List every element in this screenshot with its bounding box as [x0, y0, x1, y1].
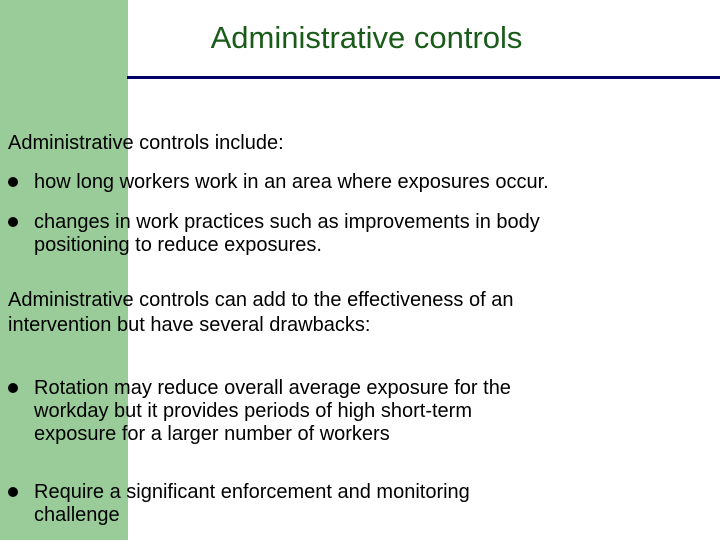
title-underline: [127, 76, 720, 79]
paragraph-line: intervention but have several drawbacks:: [8, 314, 371, 336]
bullet-line: exposure for a larger number of workers: [34, 423, 390, 445]
paragraph-line: Administrative controls can add to the effectiveness of an: [8, 289, 514, 311]
bullet-line: changes in work practices such as improvements in body: [34, 211, 540, 233]
drawbacks-paragraph: [8, 288, 513, 338]
bullet-dot-icon: [8, 217, 18, 227]
bullet-line: how long workers work in an area where exposures occur.: [34, 171, 549, 193]
bullet-text: [34, 211, 540, 257]
bullet-dot-icon: [8, 383, 18, 393]
bullet-line: Require a significant enforcement and monitoring: [34, 481, 470, 503]
bullet-text: [34, 481, 470, 527]
bullet-line: positioning to reduce exposures.: [34, 234, 322, 256]
bullet-text: [34, 171, 549, 194]
bullet-line: workday but it provides periods of high short-term: [34, 400, 472, 422]
bullet-line: Rotation may reduce overall average exposure for the: [34, 377, 511, 399]
bullet-line: challenge: [34, 504, 120, 526]
slide-title: Administrative controls: [210, 20, 523, 55]
bullet-item: [8, 211, 540, 257]
intro-text: Administrative controls include:: [8, 132, 284, 154]
bullet-item: [8, 171, 549, 194]
bullet-item: [8, 481, 470, 527]
bullet-text: [34, 377, 511, 446]
bullet-dot-icon: [8, 177, 18, 187]
bullet-dot-icon: [8, 487, 18, 497]
side-color-band: [0, 0, 128, 540]
bullet-item: [8, 377, 511, 446]
